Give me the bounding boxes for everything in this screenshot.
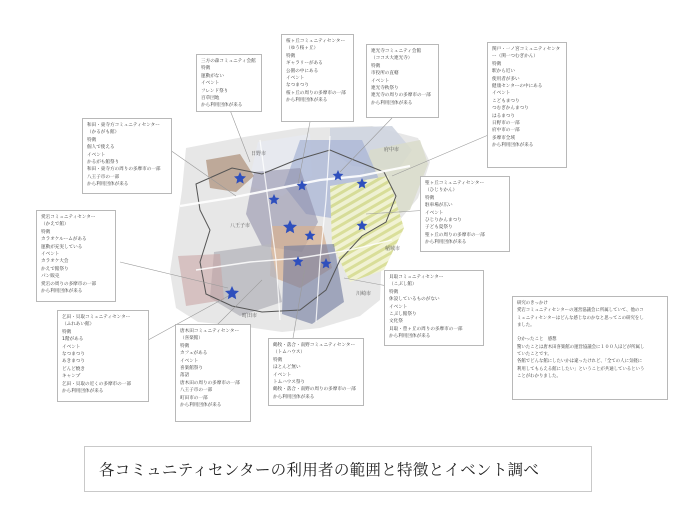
place-label-inagi: 稲城市: [385, 246, 401, 252]
place-label-hachioji: 八王子市: [230, 223, 251, 229]
info-box-tsurumaki-ochiai-minamino: 鶴牧・落合・南野コミュニティセンター （トムハウス） 特徴 ほとんど無い イベント トムハウス祭り 鶴牧・落合・南野の周りの多摩市の一部 から利用団体が来る: [268, 338, 364, 406]
info-box-wada-higashiterakata: 和田・東寺方コミュニティセンター （かるがも館） 特徴 個人で使える イベント かるがも館祭り 和田・東寺方の周りの多摩市の一部 八王子市の一部 から利用団体が来る: [82, 118, 172, 194]
info-box-kotta-kaitori: 乞田・貝取コミュニティセンター （ふれあい館） 特徴 1階がある イベント なつまつり あきまつり どんど焼き キャンプ 乞田・貝取の近くの多摩市の一部 から利用団体が来る: [57, 310, 149, 402]
region-red: [178, 254, 224, 306]
page-title: 各コミュニティセンターの利用者の範囲と特徴とイベント調べ: [99, 461, 540, 479]
info-box-renkoji: 連光寺コミュニティ会館 （ココス大連光寺） 特徴 市役所の直轄 イベント 連光寺秋祭り 連光寺の周りの多摩市の一部 から利用団体が来る: [366, 44, 439, 118]
place-label-fuchu: 府中市: [384, 147, 400, 153]
info-box-atago: 愛宕コミュニティセンター （かえで館） 特徴 カラオケルームがある 運動が充実している イベント カラオケ大会 かえで館祭り パン販売 愛宕の周りの多摩市の一部 から利用団体が来る: [36, 210, 116, 302]
info-box-karakida: 唐木田コミュニティセンター （喜楽館） 特徴 カフェがある イベント 喜楽館祭り 落語 唐木田の周りの多摩市の一部 八王子市の一部 町田市の一部 から利用団体が来る: [175, 324, 251, 422]
title-box: [84, 446, 592, 492]
info-box-sekido-ichinomiya: 関戸・一ノ宮コミュニティセンタ ー（関一つむぎかん） 特徴 駅から近い 使用者が多い 健康センターの中にある イベント こどもまつり つむぎかんまつり はるまつり 日野市の一部 府中市の一部 多摩市全域 から利用団体が来る: [487, 42, 567, 168]
place-label-kawasaki: 川崎市: [356, 291, 372, 297]
info-box-sakuragaoka: 桜ヶ丘コミュニティセンター （ゆう桜ヶ丘） 特徴 ギャラリーがある 公園の中にある イベント なつまつり 桜ヶ丘の周りの多摩市の一部 から利用団体が来る: [281, 34, 354, 122]
place-label-hino: 日野市: [251, 151, 267, 157]
info-box-kaitori: 貝取コミュニティセンター （こぶし館） 特徴 休設しているものがない イベント こぶし館祭り 文化祭 貝取・豊ヶ丘の周りの多摩市の一部 から利用団体が来る: [384, 270, 484, 346]
info-box-hijirigaoka: 聖ヶ丘コミュニティセンター （ひじりかん） 特徴 駐車場が広い イベント ひじりかんまつり 子ども夏祭り 聖ヶ丘の周りの多摩市の一部 から利用団体が来る: [420, 176, 510, 252]
research-notes-box: 研究のきっかけ 愛宕コミュニティセンターの運営協議会に所属していて、他のコ ミュニティセンターはどんな感じなのかなと思ってこの研究をし ました。 分かったこと 感想 驚いたことは唐木田喜楽館の運営協議会に１００人ほどが所属し ていたことです。 各館でどんな館にしたいかは違ったけれど、「全ての人に気軽に 利用してもらえる館にしたい」ということが共通しているという ことがわかりました。: [512, 296, 668, 400]
info-box-sankata-no-mori: 三方の森コミュニティ会館 特徴 運動がない イベント フレンド祭り 百草団地 から利用団体が来る: [196, 54, 262, 112]
place-label-machida: 町田市: [242, 313, 258, 319]
